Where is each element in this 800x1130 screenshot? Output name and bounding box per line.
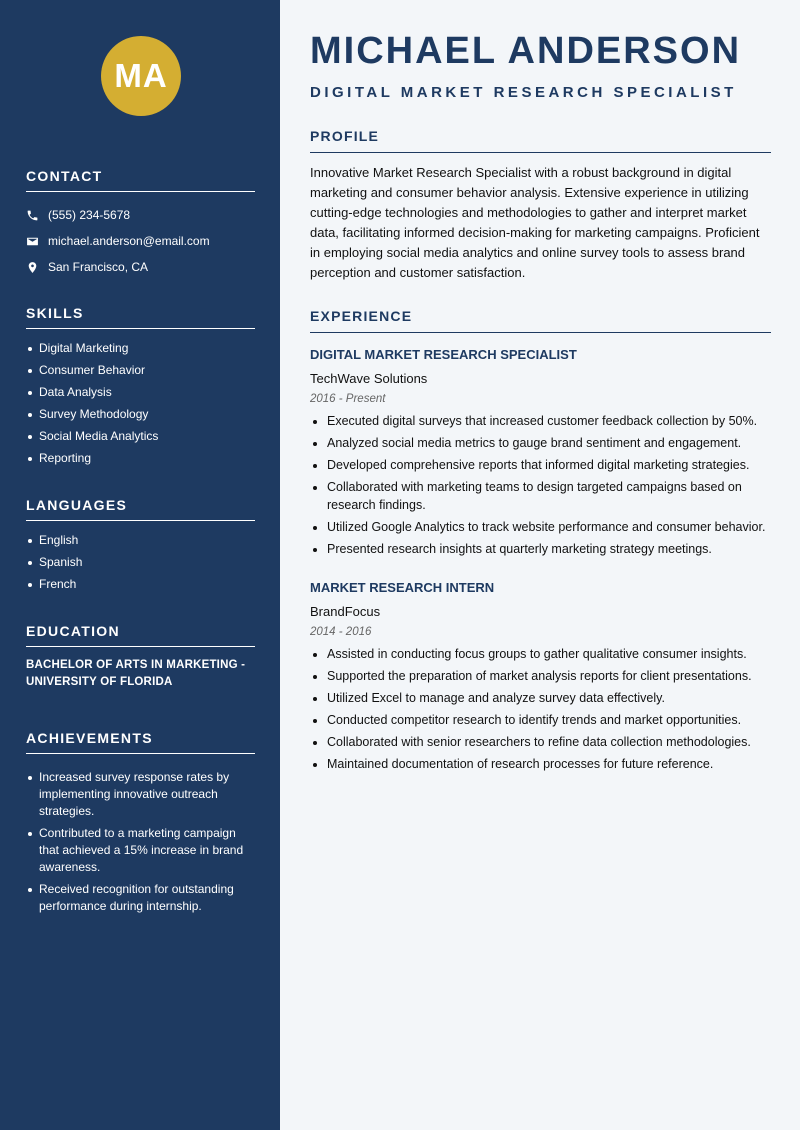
language-item: French (26, 576, 255, 593)
contact-email (26, 228, 255, 254)
experience-section (310, 308, 771, 778)
contact-phone (26, 202, 255, 228)
sidebar (0, 0, 280, 1130)
languages-section (26, 497, 255, 598)
profile-section (310, 128, 771, 283)
role-bullet: Presented research insights at quarterly marketing strategy meetings. (310, 541, 771, 559)
phone-icon (26, 209, 39, 222)
role-bullet: Developed comprehensive reports that informed digital marketing strategies. (310, 457, 771, 475)
role-period: 2016 - Present (310, 393, 386, 405)
language-item: English (26, 532, 255, 549)
skill-item: Reporting (26, 450, 255, 467)
skill-item: Consumer Behavior (26, 362, 255, 379)
role-bullet: Utilized Google Analytics to track website performance and consumer behavior. (310, 519, 771, 537)
monogram-avatar: MA (101, 36, 181, 116)
skill-item: Social Media Analytics (26, 428, 255, 445)
achievement-item: Increased survey response rates by implementing innovative outreach strategies. (26, 769, 255, 820)
company-name: BrandFocus (310, 604, 381, 619)
profile-text: Innovative Market Research Specialist with a robust background in digital marketing and consumer behavior analysis. Extensive experience in utilizing cutting-edge technologies and methodologies to gather and interpret market data, facilitating informed decision-making for marketing campaigns. Proficient in employing social media analytics and online survey tools to assess brand perception and customer satisfaction. (310, 165, 760, 280)
skill-item: Digital Marketing (26, 340, 255, 357)
education-section (26, 623, 255, 691)
language-item: Spanish (26, 554, 255, 571)
email-icon (26, 235, 39, 248)
skill-item: Survey Methodology (26, 406, 255, 423)
company-name: TechWave Solutions (310, 371, 428, 386)
role-title: DIGITAL MARKET RESEARCH SPECIALIST (310, 347, 577, 362)
role-period: 2014 - 2016 (310, 626, 372, 638)
skills-section (26, 305, 255, 472)
email-text: michael.anderson@email.com (48, 234, 210, 248)
contact-heading: CONTACT (26, 168, 255, 192)
experience-role (310, 580, 771, 774)
contact-section (26, 168, 255, 280)
full-name: MICHAEL ANDERSON (310, 30, 742, 72)
skill-item: Data Analysis (26, 384, 255, 401)
languages-heading: LANGUAGES (26, 497, 255, 521)
education-heading: EDUCATION (26, 623, 255, 647)
role-bullet: Collaborated with marketing teams to design targeted campaigns based on research findings. (310, 479, 771, 514)
role-bullet: Executed digital surveys that increased customer feedback collection by 50%. (310, 413, 771, 431)
location-pin-icon (26, 261, 39, 274)
role-bullet: Analyzed social media metrics to gauge brand sentiment and engagement. (310, 435, 771, 453)
profile-heading: PROFILE (310, 128, 771, 153)
role-bullet: Assisted in conducting focus groups to gather qualitative consumer insights. (310, 646, 771, 664)
contact-location (26, 254, 255, 280)
experience-role (310, 347, 771, 558)
phone-text: (555) 234-5678 (48, 208, 131, 222)
role-bullet: Supported the preparation of market analysis reports for client presentations. (310, 668, 771, 686)
achievements-heading: ACHIEVEMENTS (26, 730, 255, 754)
location-text: San Francisco, CA (48, 260, 149, 274)
degree-text: BACHELOR OF ARTS IN MARKETING - UNIVERSITY OF FLORIDA (26, 659, 246, 688)
skills-heading: SKILLS (26, 305, 255, 329)
role-bullet: Conducted competitor research to identify trends and market opportunities. (310, 712, 771, 730)
achievement-item: Received recognition for outstanding performance during internship. (26, 881, 255, 915)
experience-heading: EXPERIENCE (310, 308, 771, 333)
job-title: DIGITAL MARKET RESEARCH SPECIALIST (310, 84, 737, 101)
role-title: MARKET RESEARCH INTERN (310, 580, 495, 595)
role-bullet: Utilized Excel to manage and analyze survey data effectively. (310, 690, 771, 708)
role-bullet: Maintained documentation of research processes for future reference. (310, 756, 771, 774)
achievement-item: Contributed to a marketing campaign that achieved a 15% increase in brand awareness. (26, 825, 255, 876)
role-bullet: Collaborated with senior researchers to refine data collection methodologies. (310, 734, 771, 752)
achievements-section (26, 730, 255, 920)
